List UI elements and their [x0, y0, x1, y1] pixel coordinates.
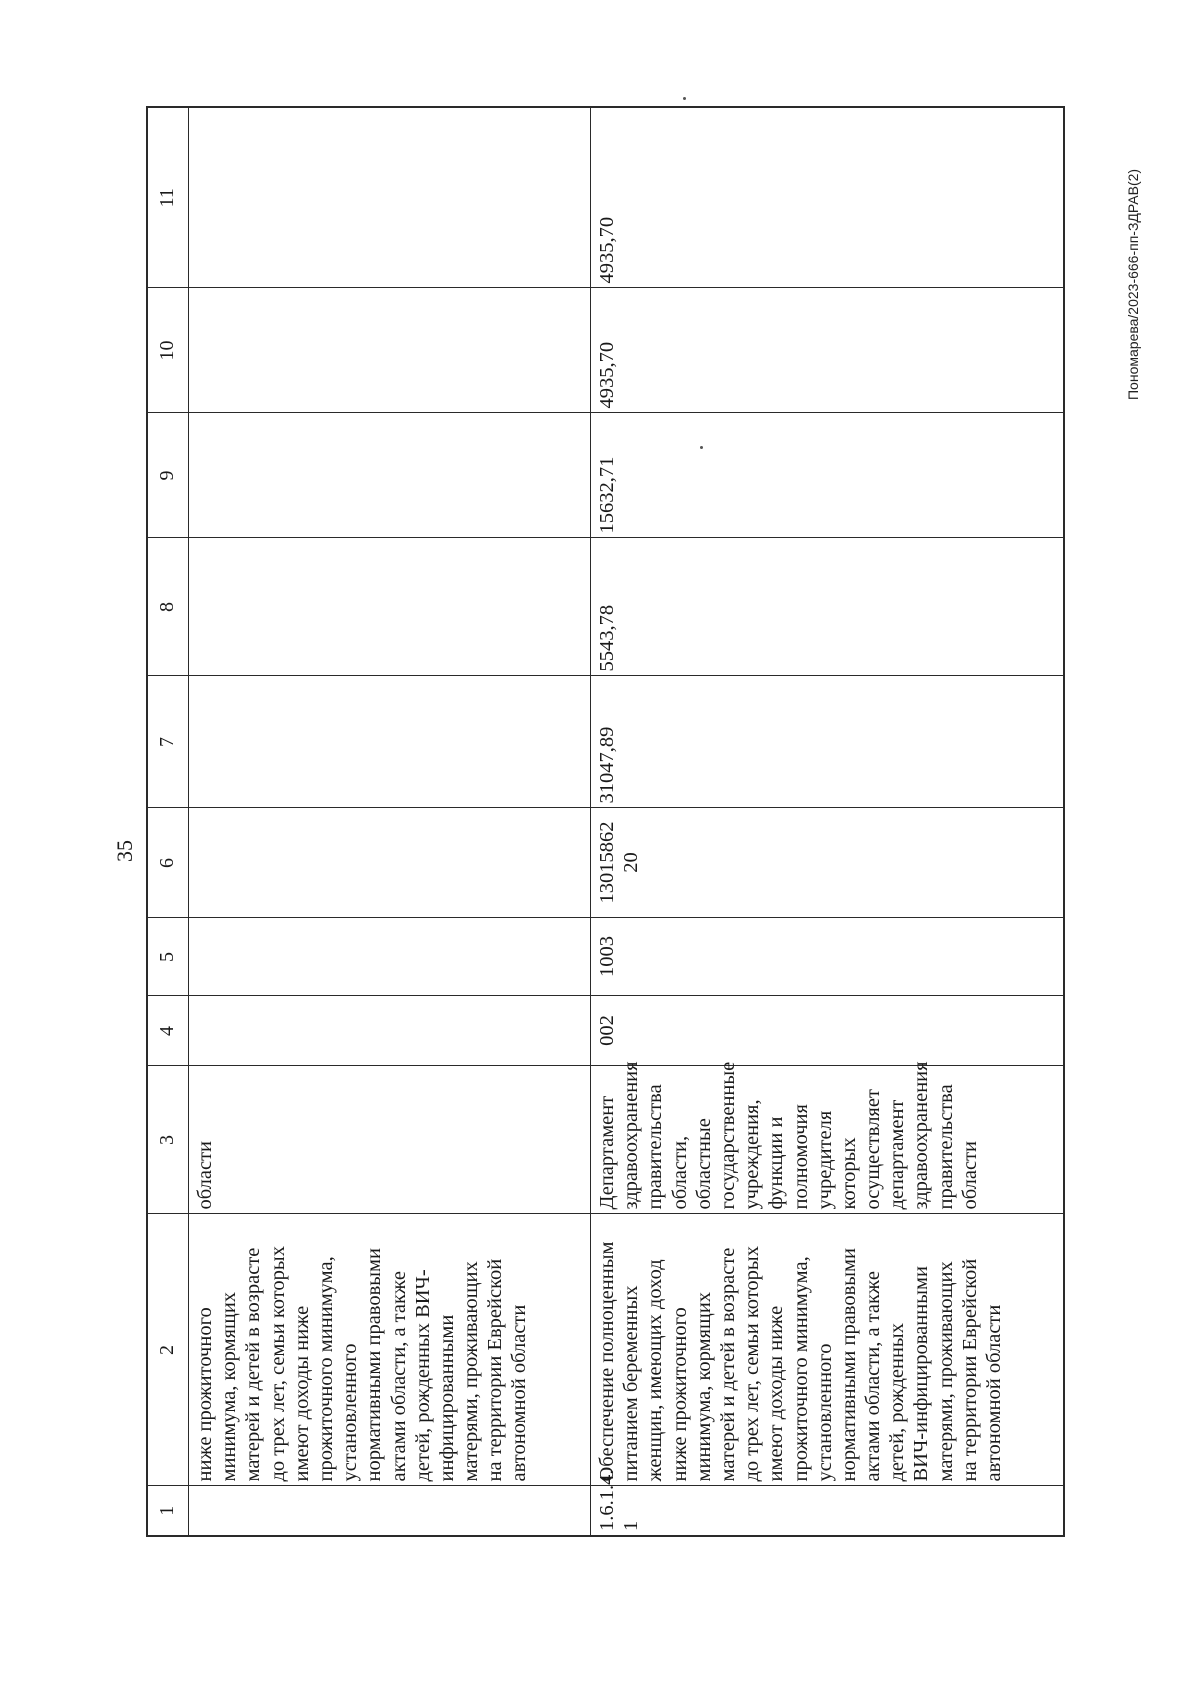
table-header-row — [147, 107, 189, 1536]
column-header: 4 — [147, 996, 189, 1066]
value-cell: 4935,70 — [591, 107, 1065, 288]
event-name-cell: ниже прожиточного минимума, кормящих матерей и детей в возрасте до трех лет, семьи которых имеют доходы ниже прожиточного минимума, установленного нормативными правовыми актами области, а также детей, рожденных ВИЧ- инфицированными матерями, проживающих на территории Еврейской автономной области — [189, 1214, 591, 1486]
column-header: 6 — [147, 808, 189, 918]
value-cell — [189, 538, 591, 676]
column-header: 3 — [147, 1066, 189, 1214]
value-cell — [189, 288, 591, 413]
value-cell — [189, 107, 591, 288]
value-cell: 31047,89 — [591, 676, 1065, 808]
executor-cell: области — [189, 1066, 591, 1214]
page-number: 35 — [112, 840, 137, 862]
target-code-cell — [189, 808, 591, 918]
section-code-cell — [189, 918, 591, 996]
value-cell: 4935,70 — [591, 288, 1065, 413]
budget-table — [146, 106, 1065, 1537]
grbs-code-cell: 002 — [591, 996, 1065, 1066]
value-cell: 5543,78 — [591, 538, 1065, 676]
column-header: 7 — [147, 676, 189, 808]
column-header: 8 — [147, 538, 189, 676]
section-code-cell: 1003 — [591, 918, 1065, 996]
event-name-cell: Обеспечение полноценным питанием беременных женщин, имеющих доход ниже прожиточного минимума, кормящих матерей и детей в возрасте до трех лет, семьи которых имеют доходы ниже прожиточного минимума, установленного нормативными правовыми актами области, а также детей, рожденных ВИЧ-инфицированными матерями, проживающих на территории Еврейской автономной области — [591, 1214, 1065, 1486]
executor-cell: Департамент здравоохранения правительства области, областные государственные учреждения, функции и полномочия учредителя которых осуществляет департамент здравоохранения правительства области — [591, 1066, 1065, 1214]
grbs-code-cell — [189, 996, 591, 1066]
value-cell — [189, 413, 591, 538]
budget-table-rotated — [146, 108, 1065, 1537]
column-header: 9 — [147, 413, 189, 538]
target-code-cell: 13015862 20 — [591, 808, 1065, 918]
document-stamp: Пономарева/2023-666-пп-ЗДРАВ(2) — [1125, 168, 1141, 400]
column-header: 11 — [147, 107, 189, 288]
column-header: 5 — [147, 918, 189, 996]
value-cell: 15632,71 — [591, 413, 1065, 538]
table-row — [189, 107, 591, 1536]
row-number-cell: 1.6.1.4. 1 — [591, 1486, 1065, 1536]
column-header: 10 — [147, 288, 189, 413]
row-number-cell — [189, 1486, 591, 1536]
value-cell — [189, 676, 591, 808]
column-header: 2 — [147, 1214, 189, 1486]
column-header: 1 — [147, 1486, 189, 1536]
scan-speck — [683, 97, 686, 100]
table-row — [591, 107, 1065, 1536]
